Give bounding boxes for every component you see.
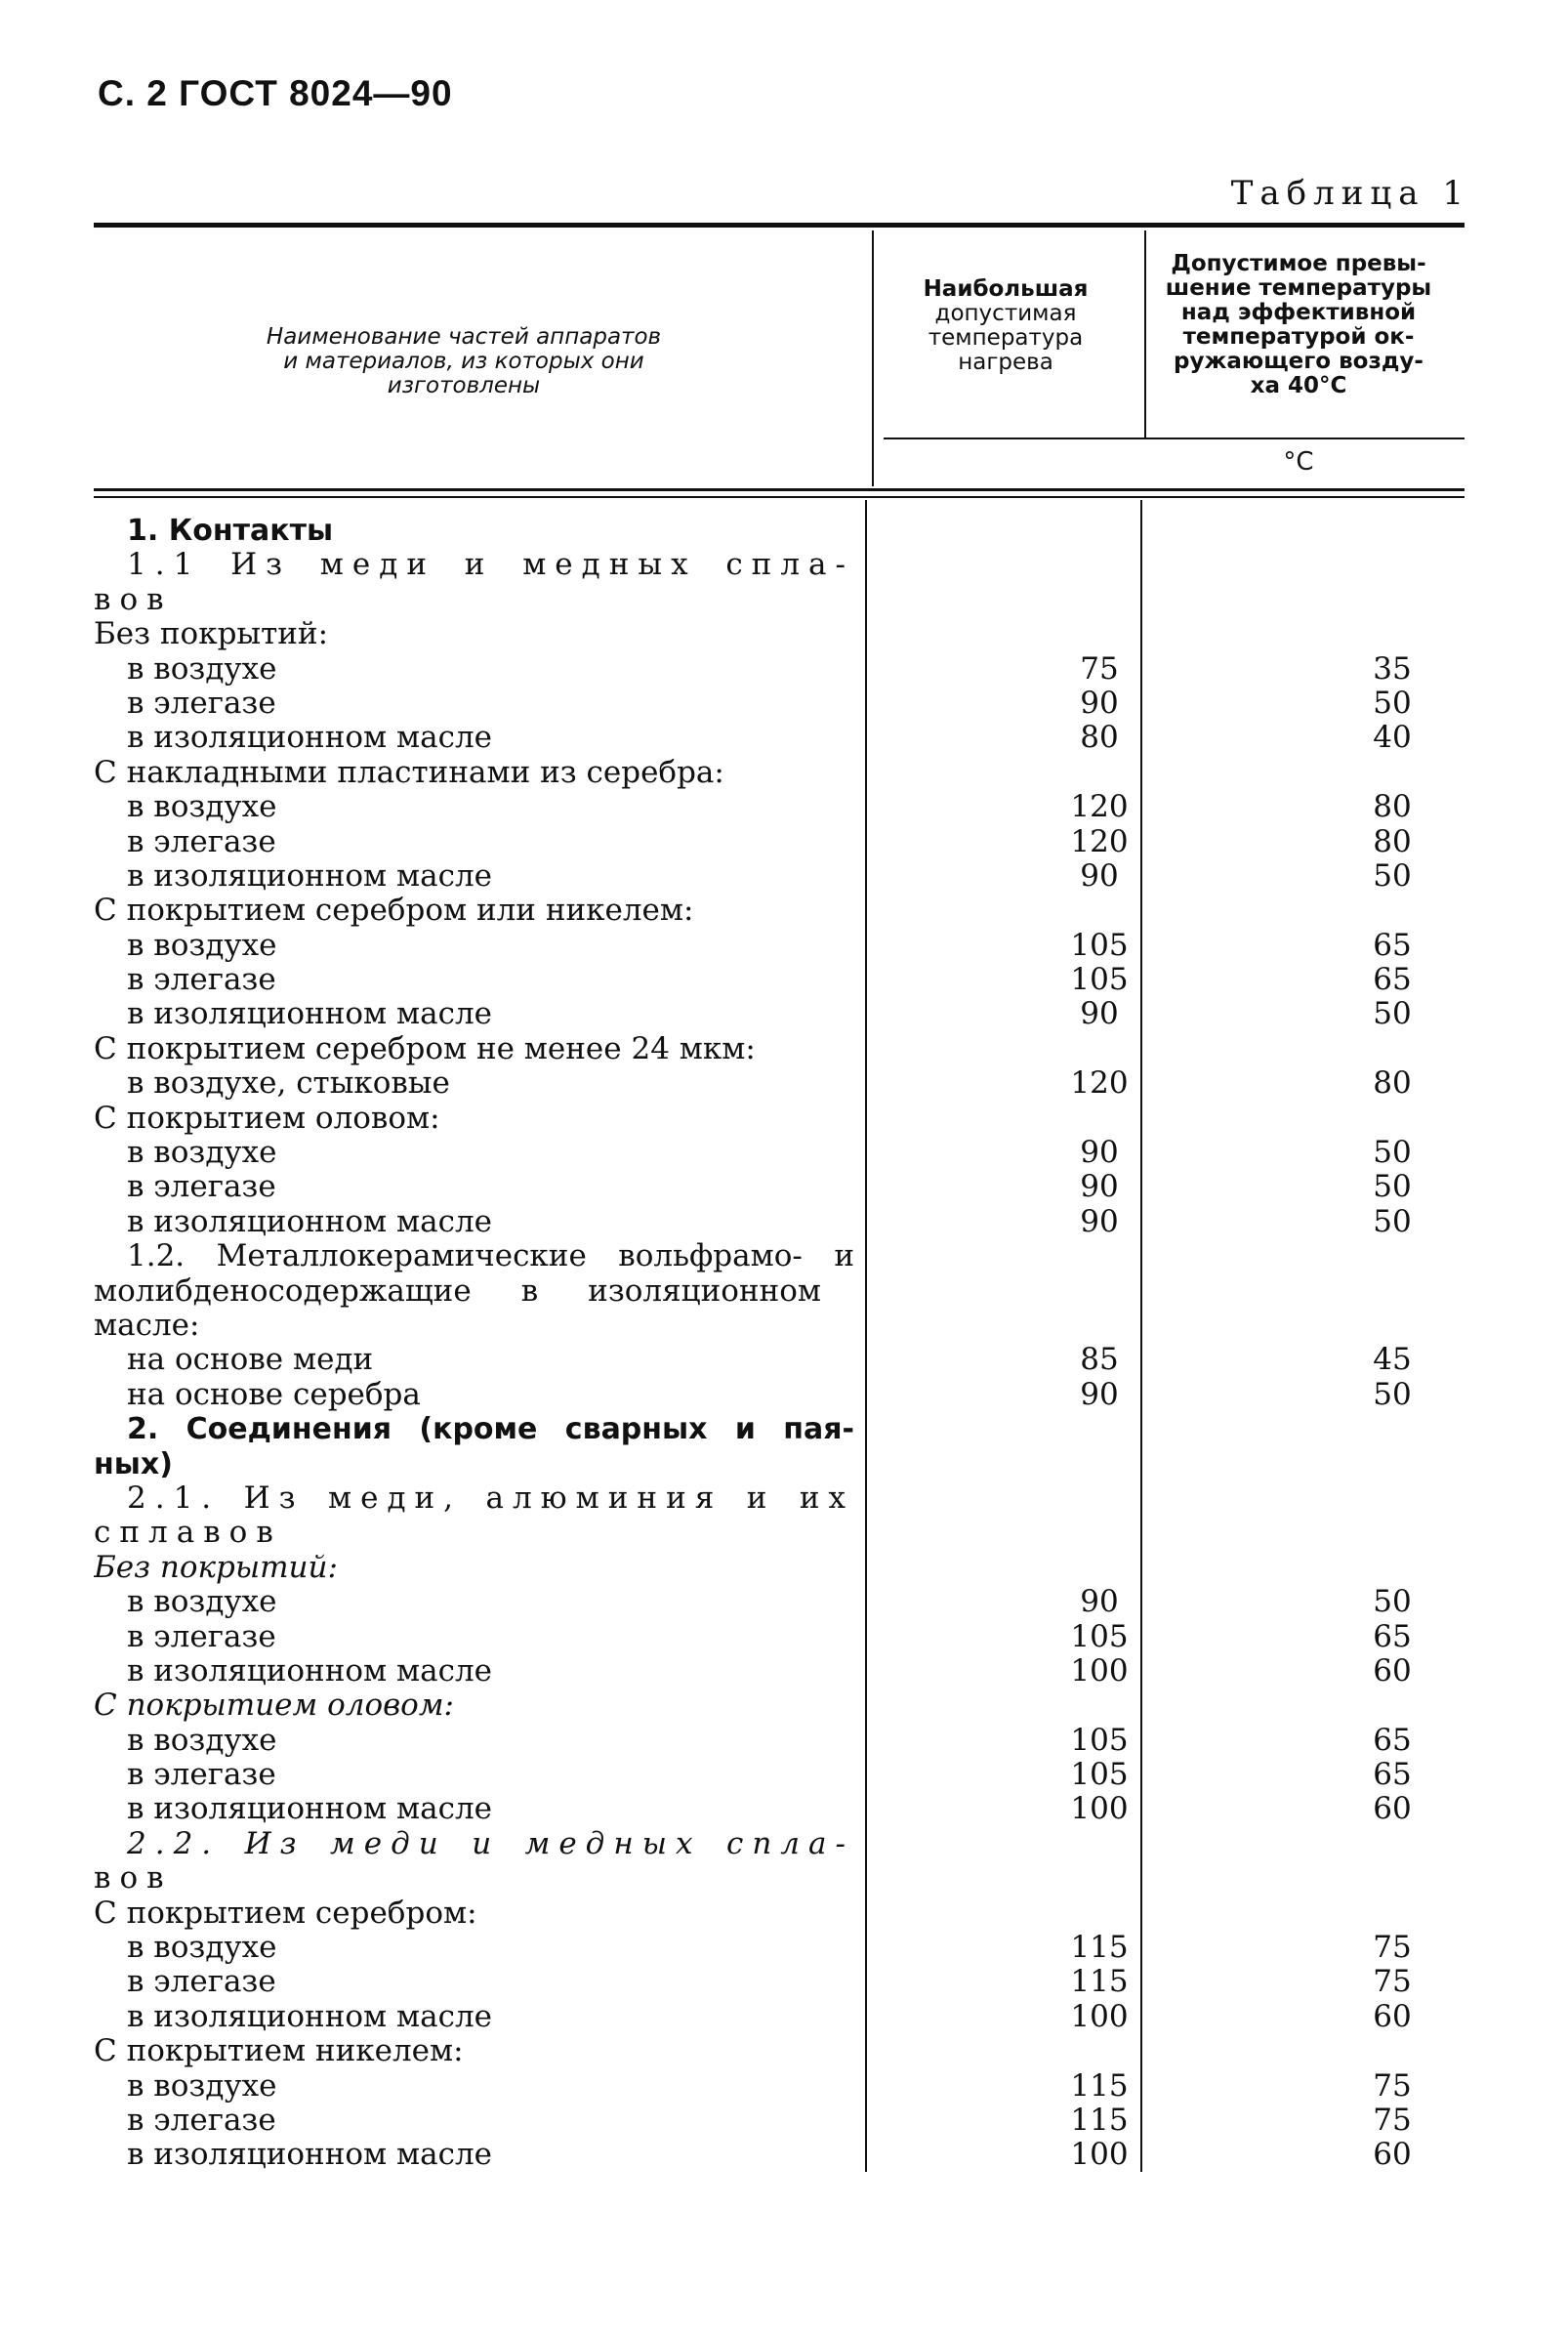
row-label: в воздухе — [127, 1585, 277, 1620]
table-row — [94, 997, 1461, 1031]
table-row — [94, 825, 1461, 859]
unit-rule — [884, 438, 1465, 439]
max-temp-cell: 120 — [1070, 789, 1129, 825]
table-row — [94, 790, 1461, 824]
header-bottom-rule-2 — [94, 496, 1465, 498]
page-header: С. 2 ГОСТ 8024—90 — [98, 73, 453, 113]
table-row — [94, 1792, 1461, 1826]
table-row — [94, 1412, 1461, 1446]
table-row — [94, 1102, 1461, 1136]
row-label: 1.2. Металлокерамические вольфрамо- и — [127, 1239, 854, 1274]
table-row — [94, 1551, 1461, 1585]
max-temp-cell: 90 — [1080, 1584, 1119, 1620]
row-label: в изоляционном масле — [127, 2138, 492, 2173]
row-label: в воздухе, стыковые — [127, 1066, 450, 1102]
table-row — [94, 1758, 1461, 1792]
row-label: в воздухе — [127, 790, 277, 825]
row-label: в изоляционном масле — [127, 1204, 492, 1239]
table-row — [94, 687, 1461, 721]
excess-temp-cell: 80 — [1373, 789, 1412, 825]
table-row — [94, 2069, 1461, 2104]
row-label: в элегазе — [127, 1170, 276, 1205]
excess-temp-cell: 50 — [1373, 1135, 1412, 1171]
table-body — [94, 514, 1461, 2173]
table-row — [94, 1205, 1461, 1239]
table-row — [94, 1931, 1461, 1965]
table-row — [94, 514, 1461, 548]
excess-temp-cell: 60 — [1373, 1652, 1412, 1688]
table-row — [94, 2138, 1461, 2172]
max-temp-cell: 105 — [1070, 1757, 1129, 1793]
table-top-rule — [94, 223, 1465, 228]
row-label: 2.1. Из меди, алюминия и их — [127, 1480, 854, 1516]
max-temp-cell: 90 — [1080, 685, 1119, 721]
table-row — [94, 2034, 1461, 2068]
excess-temp-cell: 60 — [1373, 2137, 1412, 2173]
table-row — [94, 859, 1461, 894]
row-label: Без покрытий: — [94, 617, 329, 652]
max-temp-cell: 105 — [1070, 962, 1129, 998]
excess-temp-cell: 75 — [1373, 1930, 1412, 1966]
max-temp-cell: 115 — [1070, 1964, 1129, 2000]
excess-temp-cell: 50 — [1373, 1203, 1412, 1239]
table-row — [94, 894, 1461, 928]
table-row — [94, 1170, 1461, 1204]
max-temp-cell: 105 — [1070, 1722, 1129, 1758]
row-label: в воздухе — [127, 1136, 277, 1171]
max-temp-cell: 105 — [1070, 1618, 1129, 1654]
table-row — [94, 721, 1461, 755]
max-temp-cell: 90 — [1080, 996, 1119, 1032]
row-label: в изоляционном масле — [127, 997, 492, 1032]
table-row — [94, 929, 1461, 963]
row-label: в элегазе — [127, 2103, 276, 2138]
excess-temp-cell: 65 — [1373, 1722, 1412, 1758]
row-label: в элегазе — [127, 1965, 276, 2000]
unit-label: °С — [1283, 447, 1314, 477]
column-header-excess: Допустимое превы- шение температуры над эффективной температурой ок- ружающего возду- ха 40°C — [1165, 251, 1432, 398]
excess-temp-cell: 65 — [1373, 1618, 1412, 1654]
table-row — [94, 1861, 1461, 1896]
row-label: в воздухе — [127, 651, 277, 687]
max-temp-cell: 85 — [1080, 1342, 1119, 1378]
column-divider-2 — [1144, 230, 1146, 438]
excess-temp-cell: 50 — [1373, 1376, 1412, 1412]
row-label: в воздухе — [127, 1931, 277, 1966]
excess-temp-cell: 65 — [1373, 962, 1412, 998]
row-label: С покрытием серебром: — [94, 1896, 477, 1931]
excess-temp-cell: 45 — [1373, 1342, 1412, 1378]
row-label: в изоляционном масле — [127, 1653, 492, 1688]
max-temp-cell: 90 — [1080, 1135, 1119, 1171]
table-row — [94, 1274, 1461, 1309]
row-label: С покрытием оловом: — [94, 1688, 454, 1724]
row-label: С накладными пластинами из серебра: — [94, 755, 724, 790]
header-bottom-rule-1 — [94, 488, 1465, 491]
table-row — [94, 617, 1461, 651]
max-temp-cell: 120 — [1070, 1065, 1129, 1102]
table-row — [94, 1343, 1461, 1377]
row-label: в воздухе — [127, 1723, 277, 1758]
table-row — [94, 1066, 1461, 1101]
table-row — [94, 1896, 1461, 1931]
excess-temp-cell: 80 — [1373, 1065, 1412, 1102]
row-label: вов — [94, 582, 173, 617]
max-temp-cell: 120 — [1070, 823, 1129, 859]
column-header-max-temp: Наибольшая допустимая температура нагрева — [923, 276, 1089, 375]
row-label: С покрытием никелем: — [94, 2034, 464, 2069]
row-label: 1.1 Из меди и медных спла- — [127, 548, 854, 583]
row-label: в изоляционном масле — [127, 1792, 492, 1827]
table-row — [94, 1688, 1461, 1723]
row-label: на основе серебра — [127, 1377, 421, 1412]
row-label: С покрытием серебром не менее 24 мкм: — [94, 1031, 756, 1066]
table-row — [94, 1654, 1461, 1688]
row-label: в воздухе — [127, 2068, 277, 2104]
row-label: молибденосодержащие в изоляционном — [94, 1273, 821, 1309]
excess-temp-cell: 35 — [1373, 650, 1412, 687]
column-header-name: Наименование частей аппаратов и материалов, из которых они изготовлены — [266, 324, 662, 398]
max-temp-cell: 100 — [1070, 2137, 1129, 2173]
max-temp-cell: 90 — [1080, 1169, 1119, 1205]
max-temp-cell: 105 — [1070, 927, 1129, 963]
excess-temp-cell: 50 — [1373, 996, 1412, 1032]
table-row — [94, 1724, 1461, 1758]
row-label: масле: — [94, 1308, 200, 1343]
table-row — [94, 1239, 1461, 1273]
table-row — [94, 756, 1461, 790]
excess-temp-cell: 50 — [1373, 685, 1412, 721]
excess-temp-cell: 50 — [1373, 857, 1412, 894]
table-row — [94, 1481, 1461, 1516]
table-row — [94, 1309, 1461, 1343]
excess-temp-cell: 60 — [1373, 1998, 1412, 2034]
row-label: С покрытием оловом: — [94, 1101, 440, 1136]
table-title: Таблица 1 — [1230, 174, 1470, 213]
table-row — [94, 583, 1461, 617]
max-temp-cell: 90 — [1080, 1376, 1119, 1412]
row-label: в элегазе — [127, 686, 276, 721]
row-label: в изоляционном масле — [127, 858, 492, 894]
max-temp-cell: 115 — [1070, 2067, 1129, 2104]
table-row — [94, 2000, 1461, 2034]
excess-temp-cell: 80 — [1373, 823, 1412, 859]
row-label: вов — [94, 1861, 173, 1896]
table-row — [94, 1032, 1461, 1066]
max-temp-cell: 75 — [1080, 650, 1119, 687]
row-label: в воздухе — [127, 928, 277, 963]
row-label: 2. Соединения (кроме сварных и пая- — [127, 1412, 854, 1447]
table-row — [94, 652, 1461, 687]
row-label: 1. Контакты — [127, 514, 334, 548]
table-row — [94, 1447, 1461, 1481]
excess-temp-cell: 65 — [1373, 1757, 1412, 1793]
excess-temp-cell: 75 — [1373, 2067, 1412, 2104]
row-label: ных) — [94, 1446, 173, 1481]
table-row — [94, 1585, 1461, 1619]
row-label: 2.2. Из меди и медных спла- — [127, 1826, 854, 1861]
table-row — [94, 2104, 1461, 2138]
row-label: С покрытием серебром или никелем: — [94, 894, 694, 929]
table-row — [94, 963, 1461, 997]
excess-temp-cell: 75 — [1373, 1964, 1412, 2000]
table-row — [94, 548, 1461, 582]
excess-temp-cell: 65 — [1373, 927, 1412, 963]
table-row — [94, 1620, 1461, 1654]
row-label: в элегазе — [127, 824, 276, 859]
row-label: в элегазе — [127, 963, 276, 998]
row-label: в изоляционном масле — [127, 1999, 492, 2034]
row-label: в изоляционном масле — [127, 721, 492, 756]
table-row — [94, 1136, 1461, 1170]
table-row — [94, 1378, 1461, 1412]
table-row — [94, 1827, 1461, 1861]
max-temp-cell: 90 — [1080, 857, 1119, 894]
row-label: на основе меди — [127, 1343, 374, 1378]
excess-temp-cell: 60 — [1373, 1791, 1412, 1827]
row-label: сплавов — [94, 1516, 282, 1551]
max-temp-cell: 100 — [1070, 1652, 1129, 1688]
table-row — [94, 1965, 1461, 1999]
table-row — [94, 1516, 1461, 1550]
max-temp-cell: 115 — [1070, 1930, 1129, 1966]
max-temp-cell: 115 — [1070, 2102, 1129, 2138]
max-temp-cell: 80 — [1080, 720, 1119, 756]
excess-temp-cell: 75 — [1373, 2102, 1412, 2138]
excess-temp-cell: 50 — [1373, 1584, 1412, 1620]
excess-temp-cell: 50 — [1373, 1169, 1412, 1205]
max-temp-cell: 100 — [1070, 1791, 1129, 1827]
excess-temp-cell: 40 — [1373, 720, 1412, 756]
row-label: Без покрытий: — [94, 1550, 338, 1585]
max-temp-cell: 100 — [1070, 1998, 1129, 2034]
row-label: в элегазе — [127, 1758, 276, 1793]
max-temp-cell: 90 — [1080, 1203, 1119, 1239]
row-label: в элегазе — [127, 1619, 276, 1654]
